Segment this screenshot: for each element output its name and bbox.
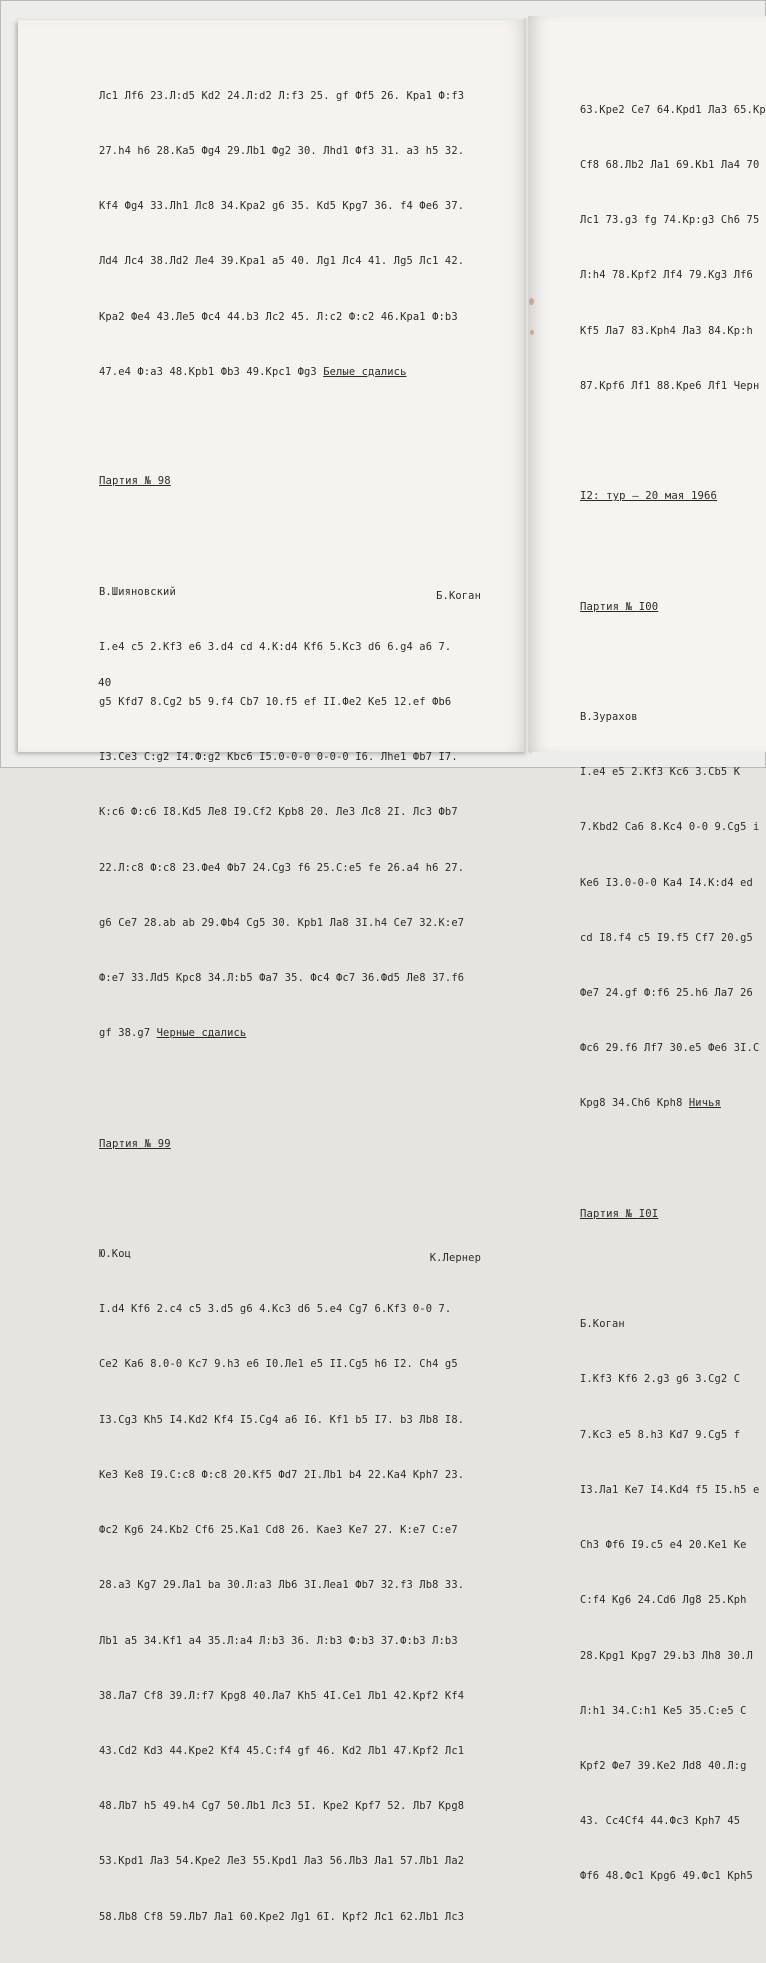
game-heading xyxy=(99,472,481,490)
text-line: 7.Kbd2 Ca6 8.Kc4 0-0 9.Cg5 i xyxy=(580,821,760,834)
game-result: Черные сдались xyxy=(156,1027,247,1040)
text-line: g5 Kfd7 8.Cg2 b5 9.f4 Cb7 10.f5 ef II.Фe2 Ke5 12.ef Фb6 xyxy=(99,696,452,709)
black-player: Б.Коган xyxy=(436,589,481,602)
text-line xyxy=(99,363,481,381)
blank-line xyxy=(99,1079,481,1097)
text-line: Лc1 73.g3 fg 74.Kp:g3 Ch6 75 xyxy=(580,214,760,227)
left-page xyxy=(18,20,528,1923)
game-heading xyxy=(580,598,766,616)
text-line: Kf4 Фg4 33.Лh1 Лc8 34.Kpa2 g6 35. Kd5 Kpg7 36. f4 Фe6 37. xyxy=(99,200,465,213)
text-line: I3.Ce3 C:g2 I4.Ф:g2 Kbc6 I5.0-0-0 0-0-0 I6. Лhe1 Фb7 I7. xyxy=(99,751,458,764)
text-line: Kpf2 Фe7 39.Ke2 Лd8 40.Л:g xyxy=(580,1759,747,1772)
text-line: cd I8.f4 c5 I9.f5 Cf7 20.g5 xyxy=(580,931,753,944)
game-heading-text: Партия № 98 xyxy=(99,475,171,488)
text-line: Фc6 29.f6 Лf7 30.e5 Фe6 3I.C xyxy=(580,1042,760,1055)
text-line: Kf5 Лa7 83.Kph4 Лa3 84.Kp:h xyxy=(580,324,753,337)
text-line: Ф:e7 33.Лd5 Kpc8 34.Л:b5 Фa7 35. Фc4 Фc7 36.Фd5 Лe8 37.f6 xyxy=(99,972,465,985)
text-line: 28.a3 Kg7 29.Лa1 ba 30.Л:a3 Лb6 3I.Лea1 Фb7 32.f3 Лb8 33. xyxy=(99,1579,465,1592)
blank-line xyxy=(580,432,766,450)
text-line: 28.Kpg1 Kpg7 29.b3 Лh8 30.Л xyxy=(580,1649,753,1662)
white-player: Ю.Коц xyxy=(99,1248,132,1261)
move-text: Kpg8 34.Ch6 Kph8 xyxy=(580,1097,683,1110)
game-heading xyxy=(99,1135,481,1153)
players-line xyxy=(99,583,481,601)
text-line: Лb1 a5 34.Kf1 a4 35.Л:a4 Л:b3 36. Л:b3 Ф:b3 37.Ф:b3 Л:b3 xyxy=(99,1634,458,1647)
text-line: C:f4 Kg6 24.Cd6 Лg8 25.Kph xyxy=(580,1594,747,1607)
white-player: В.Шияновский xyxy=(99,585,176,598)
text-line: Ke3 Ke8 I9.C:c8 Ф:c8 20.Kf5 Фd7 2I.Лb1 b4 22.Ka4 Kph7 23. xyxy=(99,1468,465,1481)
text-line xyxy=(99,1024,481,1042)
blank-line xyxy=(99,1190,481,1208)
text-line: 43.Cd2 Kd3 44.Kpe2 Kf4 45.C:f4 gf 46. Kd2 Лb1 47.Kpf2 Лc1 xyxy=(99,1744,465,1757)
game-heading-text: Партия № 99 xyxy=(99,1137,171,1150)
text-line: Ce2 Ka6 8.0-0 Kc7 9.h3 e6 I0.Лe1 e5 II.Cg5 h6 I2. Ch4 g5 xyxy=(99,1358,458,1371)
blank-line xyxy=(99,418,481,436)
text-line: 58.Лb8 Cf8 59.Лb7 Лa1 60.Kpe2 Лg1 6I. Kpf2 Лc1 62.Лb1 Лc3 xyxy=(99,1910,465,1923)
text-line: 7.Kc3 e5 8.h3 Kd7 9.Cg5 f xyxy=(580,1428,741,1441)
text-line: Kpa2 Фe4 43.Лe5 Фc4 44.b3 Лc2 45. Л:c2 Ф:c2 46.Kpa1 Ф:b3 xyxy=(99,310,458,323)
left-page-text xyxy=(99,50,481,1963)
move-text: gf 38.g7 xyxy=(99,1027,151,1040)
text-line: Лс1 Лf6 23.Л:d5 Kd2 24.Л:d2 Л:f3 25. gf Фf5 26. Kpa1 Ф:f3 xyxy=(99,89,465,102)
paper-stain xyxy=(530,330,534,335)
text-line: I.d4 Kf6 2.c4 c5 3.d5 g6 4.Kc3 d6 5.e4 Cg7 6.Kf3 0-0 7. xyxy=(99,1303,452,1316)
text-line: Ch3 Фf6 I9.c5 e4 20.Ke1 Ke xyxy=(580,1539,747,1552)
white-player: В.Зурахов xyxy=(580,711,638,724)
black-player: К.Лернер xyxy=(429,1252,481,1265)
text-line: Фe7 24.gf Ф:f6 25.h6 Лa7 26 xyxy=(580,987,753,1000)
text-line: 87.Kpf6 Лf1 88.Kpe6 Лf1 Черн xyxy=(580,379,760,392)
page-number: 40 xyxy=(98,676,112,689)
text-line: 63.Kpe2 Ce7 64.Kpd1 Лa3 65.Kp xyxy=(580,103,766,116)
players-line xyxy=(99,1245,481,1263)
move-text: 47.e4 Ф:a3 48.Kpb1 Фb3 49.Kpc1 Фg3 xyxy=(99,365,317,378)
game-result: Белые сдались xyxy=(323,365,407,378)
text-line: K:c6 Ф:c6 I8.Kd5 Лe8 I9.Cf2 Kpb8 20. Лe3 Лc8 2I. Лc3 Фb7 xyxy=(99,806,458,819)
blank-line xyxy=(99,527,481,545)
text-line: 27.h4 h6 28.Ka5 Фg4 29.Лb1 Фg2 30. Лhd1 Фf3 31. a3 h5 32. xyxy=(99,145,465,158)
right-page-text xyxy=(580,64,766,1923)
text-line: I3.Cg3 Kh5 I4.Kd2 Kf4 I5.Cg4 a6 I6. Kf1 b5 I7. b3 Лb8 I8. xyxy=(99,1413,465,1426)
text-line: I3.Лa1 Ke7 I4.Kd4 f5 I5.h5 e xyxy=(580,1483,760,1496)
blank-line xyxy=(580,542,766,560)
text-line: 43. Cc4Cf4 44.Фc3 Kph7 45 xyxy=(580,1815,741,1828)
text-line: Л:h1 34.C:h1 Ke5 35.C:e5 C xyxy=(580,1704,747,1717)
blank-line xyxy=(580,1260,766,1278)
round-text: I2: тур – 20 мая 1966 xyxy=(580,490,718,503)
text-line: Cf8 68.Лb2 Лa1 69.Kb1 Лa4 70 xyxy=(580,159,760,172)
text-line: 38.Лa7 Cf8 39.Л:f7 Kpg8 40.Лa7 Kh5 4I.Ce1 Лb1 42.Kpf2 Kf4 xyxy=(99,1689,465,1702)
text-line: 22.Л:c8 Ф:c8 23.Фe4 Фb7 24.Cg3 f6 25.C:e5 fe 26.a4 h6 27. xyxy=(99,861,465,874)
round-heading xyxy=(580,487,766,505)
text-line: Ke6 I3.0-0-0 Ka4 I4.K:d4 ed xyxy=(580,876,753,889)
blank-line xyxy=(580,1150,766,1168)
game-heading-text: Партия № I0I xyxy=(580,1207,659,1220)
text-line: g6 Ce7 28.ab ab 29.Фb4 Cg5 30. Kpb1 Лa8 3I.h4 Ce7 32.K:e7 xyxy=(99,916,465,929)
text-line: 53.Kpd1 Лa3 54.Kpe2 Лe3 55.Kpd1 Лa3 56.Лb3 Лa1 57.Лb1 Лa2 xyxy=(99,1855,465,1868)
text-line: I.e4 c5 2.Kf3 e6 3.d4 cd 4.K:d4 Kf6 5.Kc3 d6 6.g4 a6 7. xyxy=(99,640,452,653)
blank-line xyxy=(580,653,766,671)
game-heading-text: Партия № I00 xyxy=(580,600,659,613)
text-line: Л:h4 78.Kpf2 Лf4 79.Kg3 Лf6 xyxy=(580,269,753,282)
paper-stain xyxy=(529,298,534,305)
text-line xyxy=(580,1094,766,1112)
text-line: Фf6 48.Фc1 Kpg6 49.Фc1 Kph5 xyxy=(580,1870,753,1883)
game-heading xyxy=(580,1205,766,1223)
text-line: 48.Лb7 h5 49.h4 Cg7 50.Лb1 Лc3 5I. Kpe2 Kpf7 52. Лb7 Kpg8 xyxy=(99,1800,465,1813)
game-result: Ничья xyxy=(688,1097,721,1110)
text-line: I.Kf3 Kf6 2.g3 g6 3.Cg2 C xyxy=(580,1373,741,1386)
text-line: Лd4 Лc4 38.Лd2 Лe4 39.Kpa1 a5 40. Лg1 Лc4 41. Лg5 Лc1 42. xyxy=(99,255,465,268)
text-line: Фc2 Kg6 24.Kb2 Cf6 25.Ka1 Cd8 26. Kae3 Ke7 27. K:e7 C:e7 xyxy=(99,1524,458,1537)
text-line: I.e4 e5 2.Kf3 Kc6 3.Cb5 K xyxy=(580,766,741,779)
right-page xyxy=(528,16,766,1883)
white-player: Б.Коган xyxy=(580,1318,625,1331)
